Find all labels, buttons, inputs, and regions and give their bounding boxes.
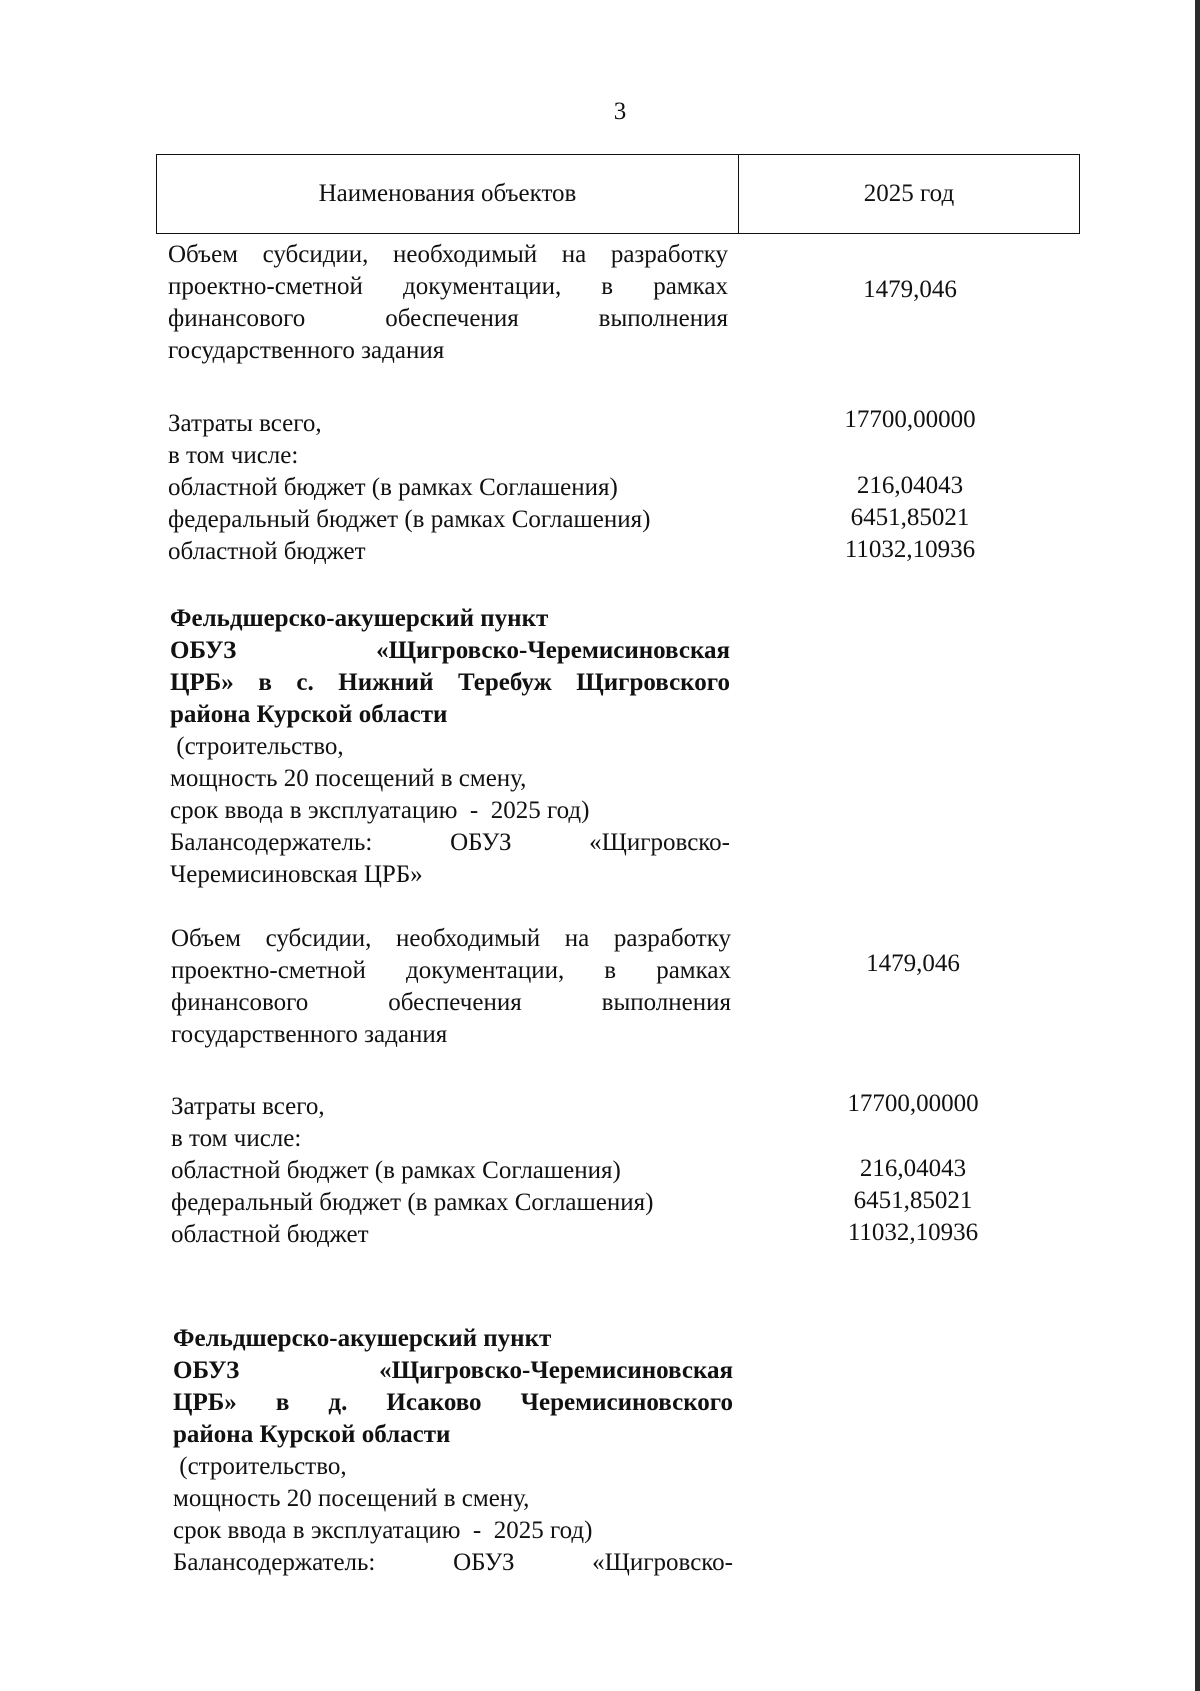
text-line: срок ввода в эксплуатацию - 2025 год) [173,1517,593,1544]
text-line: федеральный бюджет (в рамках Соглашения) [168,506,651,533]
text-line: государственного задания [171,1021,448,1048]
text-line: Затраты всего, [171,1093,325,1120]
text-line: Объем субсидии, необходимый на разработку [168,241,728,268]
text-line: (строительство, [170,733,344,760]
text-line: областной бюджет [168,538,366,565]
text-line: (строительство, [173,1453,347,1480]
text-line: мощность 20 посещений в смену, [173,1485,530,1512]
header-year: 2025 год [863,180,955,207]
costs-regional-agreement-value-2: 216,04043 [859,1155,967,1182]
costs-total-value-1: 17700,00000 [844,406,976,433]
header-objects: Наименования объектов [157,155,739,233]
costs-labels-1 [168,408,728,568]
object-title-line: ОБУЗ «Щигровско-Черемисиновская [173,1357,733,1384]
text-line: государственного задания [168,337,445,364]
text-line: мощность 20 посещений в смену, [170,765,527,792]
text-line: федеральный бюджет (в рамках Соглашения) [171,1189,654,1216]
scan-edge [1195,0,1200,1691]
costs-regional-value-1: 11032,10936 [844,536,976,563]
object-title-line: ЦРБ» в д. Исаково Черемисиновского [173,1389,733,1416]
text-line: проектно-сметной документации, в рамках [168,273,728,300]
table-header [156,154,1080,234]
text-line: в том числе: [168,442,299,469]
costs-total-value-2: 17700,00000 [847,1090,979,1117]
costs-regional-value-2: 11032,10936 [847,1219,979,1246]
costs-regional-agreement-value-1: 216,04043 [856,472,964,499]
text-line: финансового обеспечения выполнения [168,305,728,332]
page-number: 3 [613,98,627,125]
text-line: Объем субсидии, необходимый на разработку [171,925,731,952]
costs-labels-2 [171,1091,731,1251]
text-line: областной бюджет (в рамках Соглашения) [171,1157,621,1184]
subsidy-value-2: 1479,046 [866,950,960,977]
text-line: финансового обеспечения выполнения [171,989,731,1016]
object-title-line: района Курской области [170,701,448,728]
text-line: в том числе: [171,1125,302,1152]
subsidy-description-1 [168,239,728,367]
text-line: областной бюджет (в рамках Соглашения) [168,474,618,501]
text-line: Балансодержатель: ОБУЗ «Щигровско- [170,829,730,856]
text-line: проектно-сметной документации, в рамках [171,957,731,984]
text-line: Балансодержатель: ОБУЗ «Щигровско- [173,1549,733,1576]
subsidy-description-2 [171,923,731,1051]
costs-federal-agreement-value-1: 6451,85021 [850,504,970,531]
subsidy-value-1: 1479,046 [863,276,957,303]
object-title-line: Фельдшерско-акушерский пункт [170,605,549,632]
text-line: Черемисиновская ЦРБ» [170,861,423,888]
object-title-line: ОБУЗ «Щигровско-Черемисиновская [170,637,730,664]
text-line: областной бюджет [171,1221,369,1248]
object-description-1 [170,603,730,891]
object-title-line: ЦРБ» в с. Нижний Теребуж Щигровского [170,669,730,696]
text-line: срок ввода в эксплуатацию - 2025 год) [170,797,590,824]
text-line: Затраты всего, [168,410,322,437]
costs-federal-agreement-value-2: 6451,85021 [853,1187,973,1214]
object-title-line: района Курской области [173,1421,451,1448]
object-title-line: Фельдшерско-акушерский пункт [173,1325,552,1352]
object-description-2 [173,1323,733,1579]
